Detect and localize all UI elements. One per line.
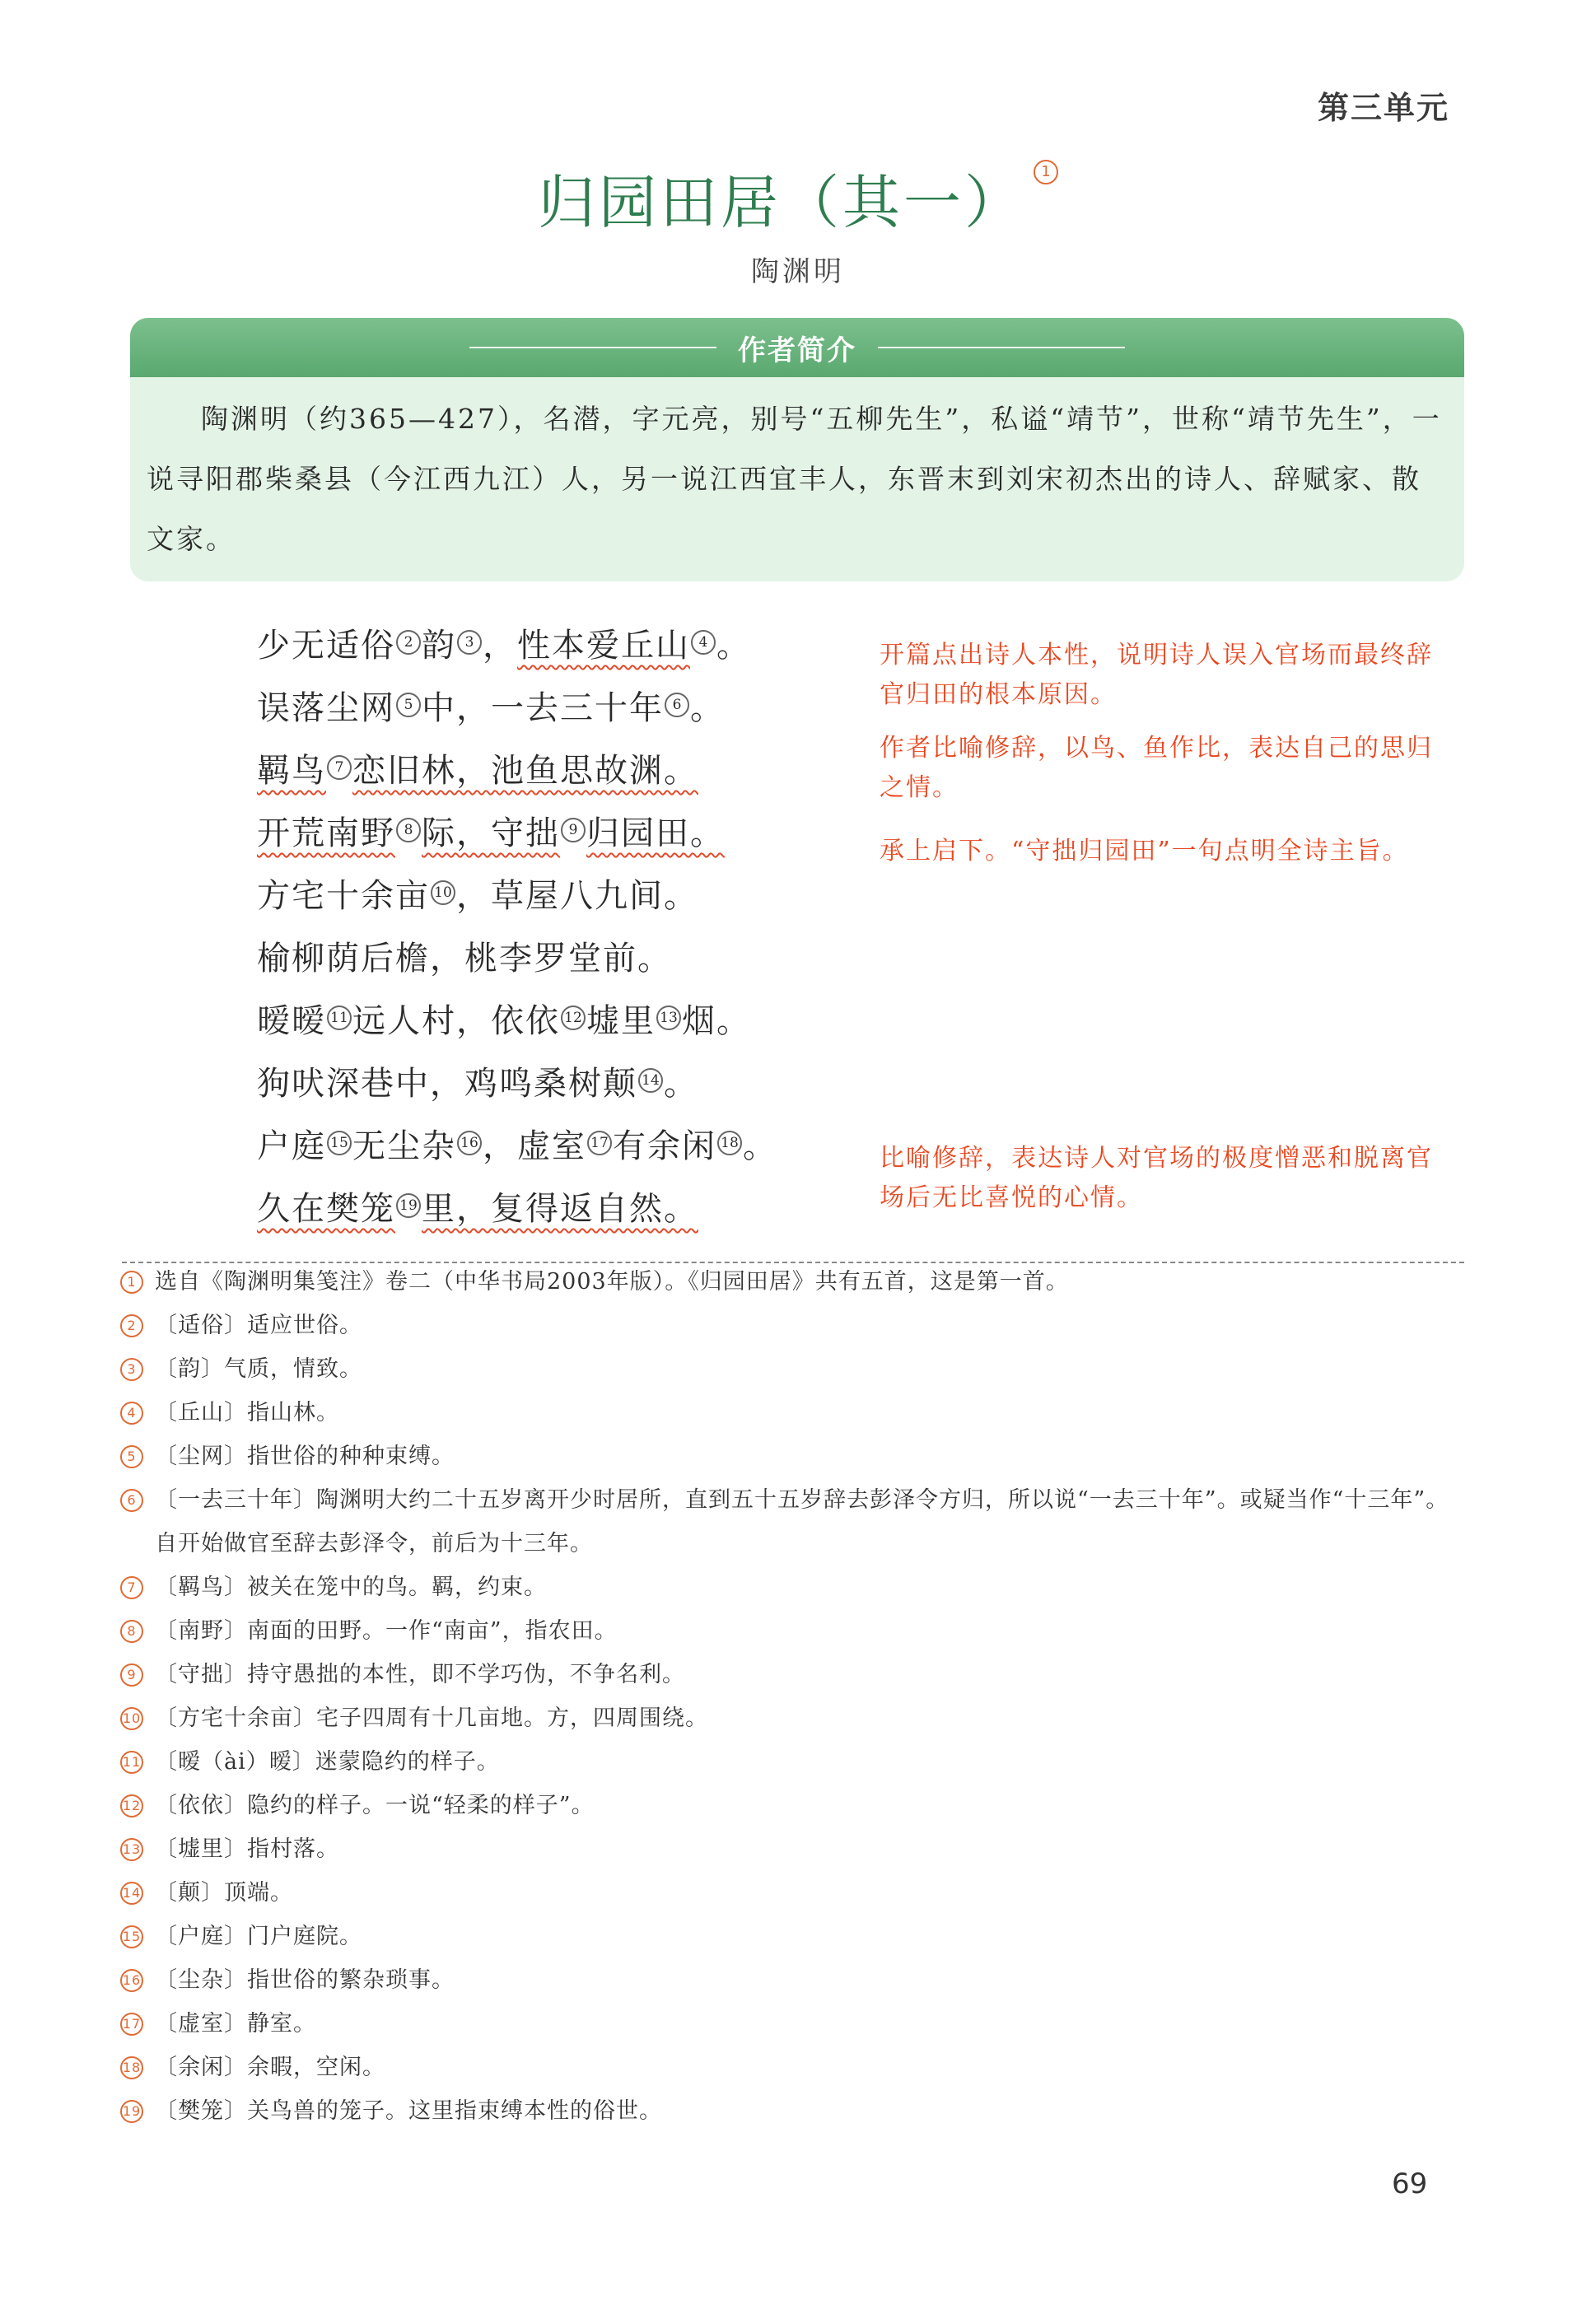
footnote-item bbox=[120, 1653, 1471, 1696]
footnote-marker[interactable]: 2 bbox=[396, 630, 421, 655]
poem-text: 无尘杂 bbox=[352, 1127, 456, 1165]
footnote-number: 2 bbox=[120, 1314, 143, 1337]
footnote-number: 19 bbox=[120, 2100, 143, 2123]
footnote-item bbox=[120, 1478, 1471, 1565]
footnote-marker[interactable]: 15 bbox=[327, 1131, 352, 1155]
footnote-number: 16 bbox=[120, 1969, 143, 1992]
footnote-item bbox=[120, 2089, 1471, 2133]
poem-line bbox=[257, 804, 777, 866]
footnote-item bbox=[120, 1260, 1471, 1304]
poem-text: 烟。 bbox=[682, 1002, 751, 1040]
poem-text: 墟里 bbox=[586, 1002, 656, 1040]
footnote-marker[interactable]: 5 bbox=[396, 693, 421, 717]
footnote-number: 10 bbox=[120, 1707, 143, 1730]
title-footnote-marker[interactable]: 1 bbox=[1034, 160, 1058, 184]
footnote-number: 8 bbox=[120, 1620, 143, 1643]
poem-text: 户庭 bbox=[257, 1127, 326, 1165]
poem-text: 暧暧 bbox=[257, 1002, 326, 1040]
poem-line bbox=[257, 929, 777, 992]
poem-text: ，草屋八九间。 bbox=[456, 877, 698, 915]
footnote-text: 〔余闲〕余暇，空闲。 bbox=[155, 2055, 385, 2080]
author-intro-header bbox=[130, 318, 1464, 377]
poem-text-underlined: 久在樊笼 bbox=[257, 1190, 395, 1228]
footnote-text: 〔颠〕顶端。 bbox=[155, 1880, 293, 1906]
footnote-marker[interactable]: 19 bbox=[396, 1193, 421, 1218]
poem-text: 。 bbox=[664, 1065, 698, 1103]
footnote-marker[interactable]: 7 bbox=[327, 755, 352, 780]
footnote-text: 〔墟里〕指村落。 bbox=[155, 1836, 339, 1862]
poem-text: 。 bbox=[716, 627, 751, 665]
page-number: 69 bbox=[1392, 2167, 1428, 2200]
poem-text: 。 bbox=[743, 1127, 777, 1165]
footnote-item bbox=[120, 1958, 1471, 2002]
footnote-number: 5 bbox=[120, 1445, 143, 1468]
poem-text: 中，一去三十年 bbox=[422, 689, 664, 727]
poem-text-underlined: 里，复得返自然。 bbox=[422, 1190, 698, 1228]
footnote-marker[interactable]: 14 bbox=[638, 1068, 663, 1093]
poem-text: 方宅十余亩 bbox=[257, 877, 430, 915]
unit-label: 第三单元 bbox=[1318, 90, 1450, 126]
header-rule-left bbox=[469, 347, 716, 348]
footnote-number: 4 bbox=[120, 1402, 143, 1425]
poem-line bbox=[257, 992, 777, 1054]
footnote-marker[interactable]: 18 bbox=[717, 1131, 742, 1155]
footnote-item bbox=[120, 1391, 1471, 1435]
poem-text: 误落尘网 bbox=[257, 689, 395, 727]
footnote-text: 〔樊笼〕关鸟兽的笼子。这里指束缚本性的俗世。 bbox=[155, 2098, 662, 2124]
footnote-marker[interactable]: 9 bbox=[561, 818, 586, 842]
footnote-item bbox=[120, 1435, 1471, 1478]
footnote-marker[interactable]: 17 bbox=[587, 1131, 612, 1155]
footnote-marker[interactable]: 4 bbox=[691, 630, 716, 655]
footnote-text: 〔一去三十年〕陶渊明大约二十五岁离开少时居所，直到五十五岁辞去彭泽令方归，所以说“一去三十年”。或疑当作“十三年”。自开始做官至辞去彭泽令，前后为十三年。 bbox=[155, 1487, 1449, 1556]
poem-line bbox=[257, 1179, 777, 1242]
footnote-number: 7 bbox=[120, 1576, 143, 1599]
poem-text-underlined: 开荒南野 bbox=[257, 814, 395, 852]
footnote-number: 15 bbox=[120, 1925, 143, 1948]
footnote-item bbox=[120, 1827, 1471, 1871]
footnote-text: 〔依依〕隐约的样子。一说“轻柔的样子”。 bbox=[155, 1793, 595, 1818]
footnote-text: 〔尘杂〕指世俗的繁杂琐事。 bbox=[155, 1967, 455, 1993]
poem-text-underlined: 性本爱丘山 bbox=[517, 627, 690, 665]
footnote-marker[interactable]: 3 bbox=[457, 630, 482, 655]
footnote-item bbox=[120, 1609, 1471, 1653]
footnote-number: 6 bbox=[120, 1489, 143, 1512]
footnote-item bbox=[120, 1784, 1471, 1827]
poem-text-underlined: 际，守拙 bbox=[422, 814, 560, 852]
footnote-marker[interactable]: 13 bbox=[656, 1006, 681, 1030]
footnote-item bbox=[120, 1915, 1471, 1958]
page-title bbox=[0, 156, 1596, 240]
footnotes-list bbox=[120, 1260, 1471, 2133]
poem-line bbox=[257, 679, 777, 741]
footnote-text: 〔虚室〕静室。 bbox=[155, 2011, 316, 2037]
poem-line bbox=[257, 1054, 777, 1117]
poem-line bbox=[257, 866, 777, 929]
footnote-text: 〔尘网〕指世俗的种种束缚。 bbox=[155, 1444, 455, 1469]
footnote-text: 〔适俗〕适应世俗。 bbox=[155, 1313, 362, 1338]
footnote-item bbox=[120, 1347, 1471, 1391]
footnote-number: 9 bbox=[120, 1663, 143, 1687]
poem-text: 榆柳荫后檐，桃李罗堂前。 bbox=[257, 940, 672, 978]
footnote-text: 〔丘山〕指山林。 bbox=[155, 1400, 339, 1425]
footnote-item bbox=[120, 1740, 1471, 1784]
poem-text: 。 bbox=[690, 689, 725, 727]
footnote-marker[interactable]: 11 bbox=[327, 1006, 352, 1030]
poem-text: ， bbox=[483, 627, 517, 665]
footnote-number: 14 bbox=[120, 1882, 143, 1905]
poem-line bbox=[257, 616, 777, 679]
poem-line bbox=[257, 741, 777, 804]
side-note: 开篇点出诗人本性，说明诗人误入官场而最终辞官归田的根本原因。 bbox=[880, 641, 1433, 709]
footnote-number: 12 bbox=[120, 1794, 143, 1817]
poem-text-underlined: 恋旧林，池鱼思故渊。 bbox=[352, 752, 698, 790]
footnote-text: 〔羁鸟〕被关在笼中的鸟。羁，约束。 bbox=[155, 1575, 547, 1600]
author-name: 陶渊明 bbox=[751, 255, 845, 288]
poem-text: 有余闲 bbox=[613, 1127, 716, 1165]
footnote-text: 〔方宅十余亩〕宅子四周有十几亩地。方，四周围绕。 bbox=[155, 1705, 708, 1731]
side-note: 承上启下。“守拙归园田”一句点明全诗主旨。 bbox=[880, 837, 1409, 866]
footnote-item bbox=[120, 1871, 1471, 1915]
footnote-number: 18 bbox=[120, 2056, 143, 2079]
footnote-text: 〔南野〕南面的田野。一作“南亩”，指农田。 bbox=[155, 1618, 618, 1644]
side-note: 作者比喻修辞，以鸟、鱼作比，表达自己的思归之情。 bbox=[880, 734, 1433, 802]
footnote-item bbox=[120, 1565, 1471, 1609]
footnote-text: 选自《陶渊明集笺注》卷二（中华书局2003年版）。《归园田居》共有五首，这是第一首。 bbox=[155, 1269, 1069, 1295]
side-note: 比喻修辞，表达诗人对官场的极度憎恶和脱离官场后无比喜悦的心情。 bbox=[880, 1144, 1433, 1212]
author-intro-heading: 作者简介 bbox=[738, 334, 856, 367]
header-rule-right bbox=[878, 347, 1125, 348]
poem-text: 狗吠深巷中，鸡鸣桑树颠 bbox=[257, 1065, 637, 1103]
footnote-marker[interactable]: 16 bbox=[457, 1131, 482, 1155]
poem-text: ，虚室 bbox=[483, 1127, 586, 1165]
poem-text-underlined: 羁鸟 bbox=[257, 752, 326, 790]
footnote-text: 〔暧（ài）暧〕迷蒙隐约的样子。 bbox=[155, 1749, 500, 1775]
footnote-number: 17 bbox=[120, 2013, 143, 2036]
footnote-item bbox=[120, 2002, 1471, 2046]
footnote-marker[interactable]: 8 bbox=[396, 818, 421, 842]
footnote-text: 〔守拙〕持守愚拙的本性，即不学巧伪，不争名利。 bbox=[155, 1662, 685, 1687]
poem-text: 远人村，依依 bbox=[352, 1002, 560, 1040]
footnote-text: 〔韵〕气质，情致。 bbox=[155, 1356, 362, 1382]
footnote-item bbox=[120, 1304, 1471, 1347]
footnote-marker[interactable]: 12 bbox=[561, 1006, 586, 1030]
footnote-text: 〔户庭〕门户庭院。 bbox=[155, 1924, 362, 1949]
poem-text: 韵 bbox=[422, 627, 456, 665]
poem-text-underlined: 归园田。 bbox=[586, 814, 725, 852]
footnote-number: 13 bbox=[120, 1838, 143, 1861]
footnote-number: 3 bbox=[120, 1358, 143, 1381]
footnote-marker[interactable]: 10 bbox=[431, 880, 455, 905]
title-text: 归园田居（其一） bbox=[538, 169, 1025, 236]
footnote-marker[interactable]: 6 bbox=[665, 693, 689, 717]
footnote-number: 1 bbox=[120, 1271, 143, 1294]
footnote-item bbox=[120, 1696, 1471, 1740]
poem-line bbox=[257, 1117, 777, 1179]
poem-text: 少无适俗 bbox=[257, 627, 395, 665]
footnote-number: 11 bbox=[120, 1751, 143, 1774]
author-intro-box bbox=[130, 318, 1464, 581]
poem-body bbox=[257, 616, 777, 1242]
author-intro-text: 陶渊明（约365—427），名潜，字元亮，别号“五柳先生”，私谥“靖节”，世称“靖节先生”，一说寻阳郡柴桑县（今江西九江）人，另一说江西宜丰人，东晋末到刘宋初杰出的诗人、辞赋家、散文家。 bbox=[147, 403, 1442, 555]
footnote-item bbox=[120, 2046, 1471, 2089]
